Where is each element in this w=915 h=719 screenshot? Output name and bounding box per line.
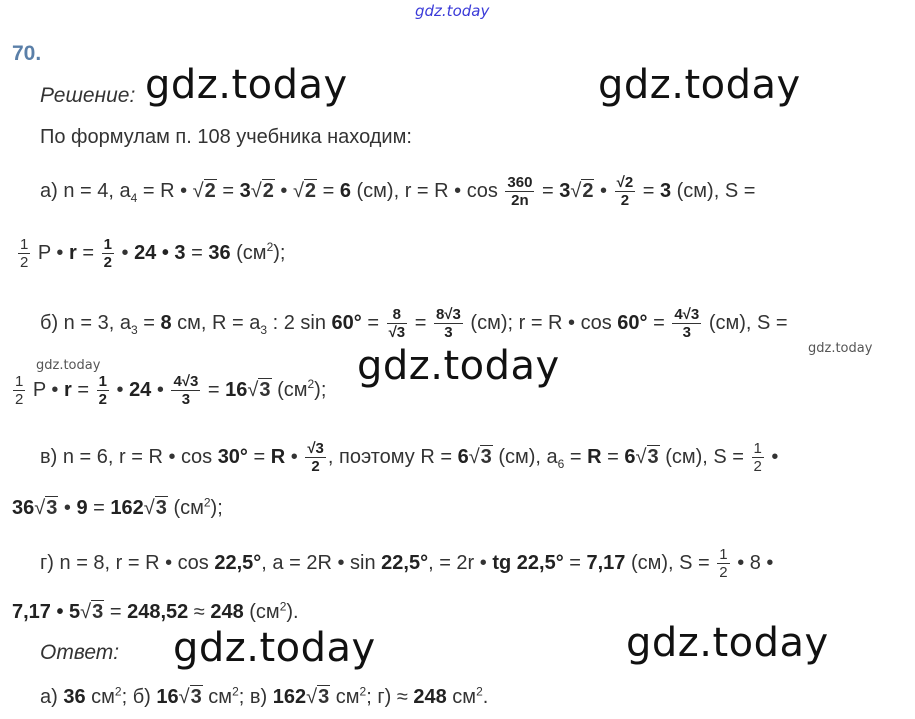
- watermark-small-1: gdz.today: [36, 358, 101, 373]
- problem-number: 70.: [12, 42, 42, 65]
- part-d-line1: г) n = 8, r = R • cos 22,5°, a = 2R • sin 22,5°, = 2r • tg 22,5° = 7,17 (см), S = $\frac{1}{2}$ • 8 •: [40, 546, 774, 581]
- part-c-line2: 36√3 • 9 = 162√3 $(см^2)$;: [12, 495, 223, 519]
- part-d-line2: 7,17 • 5√3 = 248,52 ≈ 248 $(см^2)$.: [12, 599, 299, 623]
- watermark-3: gdz.today: [357, 343, 560, 389]
- watermark-small-2: gdz.today: [808, 341, 873, 356]
- part-a-line1: а) n = 4, $a_4 = R$ • √2 = 3√2 • √2 = 6 (см), r = R • cos $\frac{360}{2n}$ = 3√2 • $\frac{√2}{2}$ = 3 (см), S =: [40, 174, 756, 209]
- watermark-2: gdz.today: [598, 62, 801, 108]
- intro-text: По формулам п. 108 учебника находим:: [40, 126, 412, 148]
- watermark-1: gdz.today: [145, 62, 348, 108]
- watermark-4: gdz.today: [173, 625, 376, 671]
- part-b-line2: $\frac{1}{2}$ P • r = $\frac{1}{2}$ • 24 • $\frac{4√3}{3}$ = 16√3 $(см^2)$;: [15, 373, 327, 408]
- watermark-top: gdz.today: [415, 2, 490, 20]
- answer-text: а) 36 $см^2$; б) 16√3 $см^2$; в) 162√3 $см^2$; г) ≈ 248 $см^2$.: [40, 684, 489, 708]
- part-a-line2: $\frac{1}{2}$ P • r = $\frac{1}{2}$ • 24 • 3 = 36 $(см^2)$;: [20, 236, 286, 271]
- answer-label: Ответ:: [40, 641, 120, 664]
- part-c-line1: в) n = 6, r = R • cos 30° = R • $\frac{√3}{2}$ , поэтому R = 6√3 (см), $a_6 = R = 6√3$ (см), S = $\frac{1}{2}$ •: [40, 440, 779, 475]
- part-b-line1: б) n = 3, $a_3 = 8$ см, $R = a_3$ : 2 sin 60° = $\frac{8}{√3}$ = $\frac{8√3}{3}$ (см); r = R • cos 60° = $\frac{4√3}{3}$ (см), S =: [40, 306, 788, 341]
- watermark-5: gdz.today: [626, 620, 829, 666]
- solution-label: Решение:: [40, 84, 136, 107]
